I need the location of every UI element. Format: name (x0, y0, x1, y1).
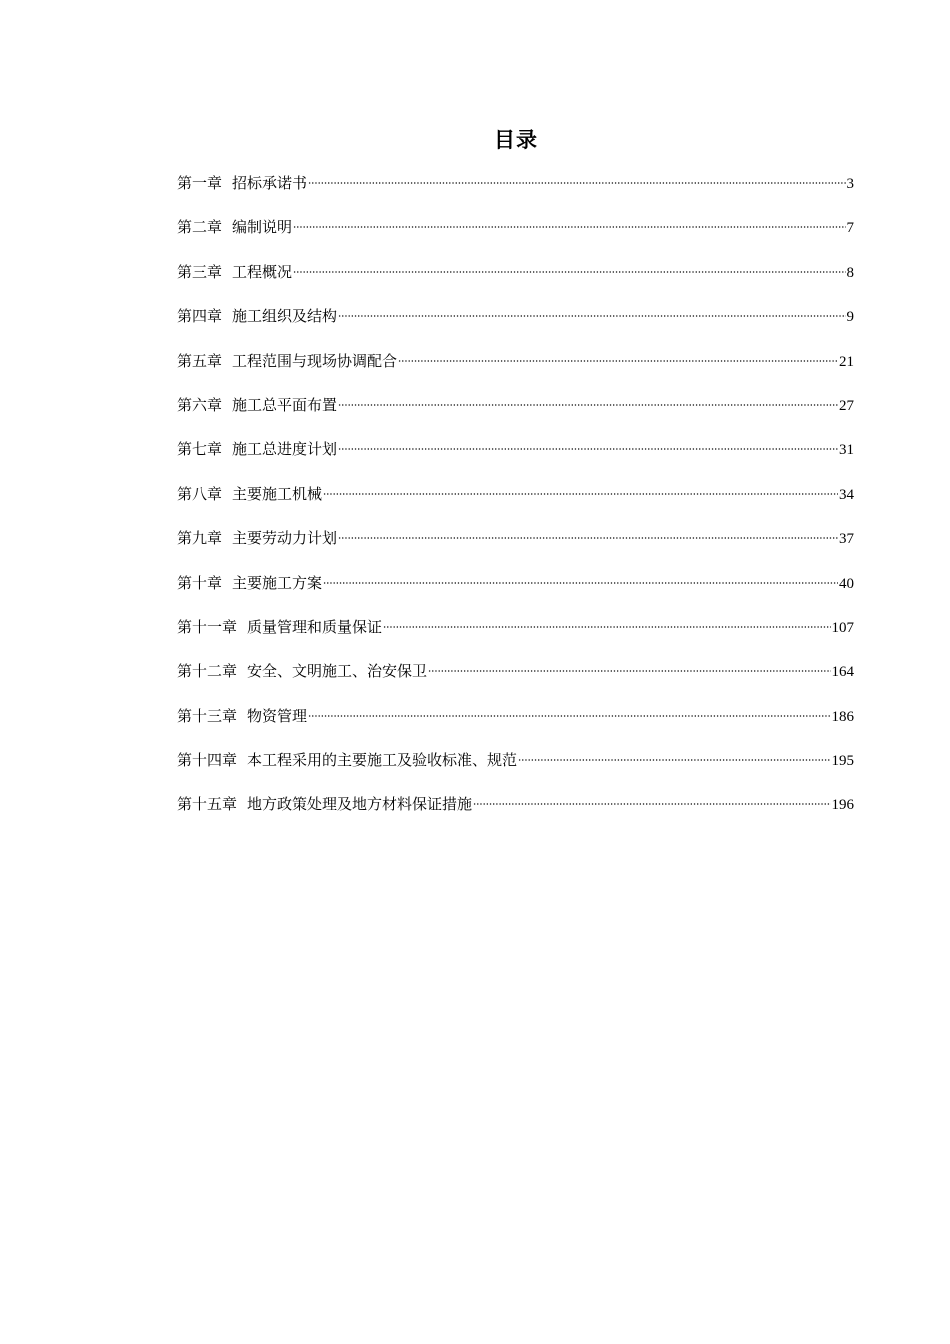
toc-entry[interactable] (177, 525, 854, 569)
toc-chapter-number: 第五章 (177, 351, 223, 370)
toc-entry[interactable] (177, 791, 854, 835)
toc-chapter-number: 第十四章 (177, 751, 238, 770)
toc-chapter-number: 第十二章 (177, 662, 238, 681)
toc-chapter-number: 第二章 (177, 218, 223, 237)
toc-page-number: 8 (846, 264, 854, 281)
toc-chapter-title: 主要劳动力计划 (232, 529, 338, 548)
toc-entry[interactable] (177, 259, 854, 303)
toc-entry[interactable] (177, 170, 854, 214)
toc-dot-leader (338, 315, 845, 317)
toc-chapter-number: 第七章 (177, 440, 223, 459)
toc-dot-leader (338, 537, 838, 539)
toc-chapter-number: 第一章 (177, 174, 223, 192)
toc-entry[interactable] (177, 570, 854, 614)
toc-page-number: 164 (831, 664, 854, 681)
toc-dot-leader (293, 271, 845, 273)
toc-chapter-title: 施工组织及结构 (232, 307, 338, 326)
toc-chapter-number: 第六章 (177, 395, 223, 414)
toc-entry[interactable] (177, 348, 854, 392)
toc-entry[interactable] (177, 303, 854, 347)
toc-entry[interactable] (177, 481, 854, 525)
toc-dot-leader (473, 803, 830, 805)
toc-page-number: 27 (839, 397, 854, 414)
toc-page-number: 196 (831, 797, 854, 814)
table-of-contents (177, 170, 854, 836)
toc-entry[interactable] (177, 614, 854, 658)
toc-chapter-title: 地方政策处理及地方材料保证措施 (247, 795, 473, 814)
toc-dot-leader (518, 759, 830, 761)
toc-dot-leader (308, 182, 845, 184)
toc-entry[interactable] (177, 703, 854, 747)
toc-chapter-number: 第十五章 (177, 795, 238, 814)
toc-page-number: 9 (846, 309, 854, 326)
toc-chapter-number: 第十一章 (177, 617, 238, 636)
toc-chapter-title: 编制说明 (232, 218, 293, 237)
toc-page-number: 34 (839, 486, 854, 503)
toc-chapter-number: 第三章 (177, 262, 223, 281)
toc-dot-leader (293, 226, 845, 228)
toc-entry[interactable] (177, 658, 854, 702)
toc-chapter-title: 工程概况 (232, 262, 293, 281)
toc-entry[interactable] (177, 214, 854, 258)
toc-chapter-title: 主要施工机械 (232, 484, 323, 503)
toc-dot-leader (308, 715, 830, 717)
toc-chapter-title: 施工总进度计划 (232, 440, 338, 459)
toc-dot-leader (323, 582, 838, 584)
toc-chapter-number: 第十章 (177, 573, 223, 592)
toc-chapter-number: 第九章 (177, 529, 223, 548)
toc-dot-leader (383, 626, 830, 628)
toc-dot-leader (428, 670, 830, 672)
toc-chapter-title: 施工总平面布置 (232, 395, 338, 414)
toc-page-number: 3 (846, 176, 854, 192)
toc-dot-leader (398, 360, 838, 362)
toc-chapter-title: 本工程采用的主要施工及验收标准、规范 (247, 751, 518, 770)
toc-chapter-title: 质量管理和质量保证 (247, 617, 383, 636)
toc-page-number: 21 (839, 353, 854, 370)
toc-page-number: 107 (831, 619, 854, 636)
toc-chapter-number: 第十三章 (177, 706, 238, 725)
toc-dot-leader (338, 404, 838, 406)
toc-dot-leader (323, 493, 838, 495)
toc-page-number: 37 (839, 531, 854, 548)
toc-chapter-title: 安全、文明施工、治安保卫 (247, 662, 428, 681)
toc-chapter-title: 工程范围与现场协调配合 (232, 351, 398, 370)
toc-heading: 目录 (494, 128, 538, 152)
toc-chapter-title: 物资管理 (247, 706, 308, 725)
toc-entry[interactable] (177, 392, 854, 436)
toc-chapter-number: 第四章 (177, 307, 223, 326)
toc-dot-leader (338, 448, 838, 450)
toc-page-number: 186 (831, 708, 854, 725)
toc-chapter-title: 招标承诺书 (232, 174, 308, 192)
toc-page-number: 40 (839, 575, 854, 592)
toc-page-number: 195 (831, 753, 854, 770)
toc-page-number: 7 (846, 220, 854, 237)
toc-entry[interactable] (177, 747, 854, 791)
toc-chapter-title: 主要施工方案 (232, 573, 323, 592)
toc-page-number: 31 (839, 442, 854, 459)
toc-chapter-number: 第八章 (177, 484, 223, 503)
toc-entry[interactable] (177, 436, 854, 480)
